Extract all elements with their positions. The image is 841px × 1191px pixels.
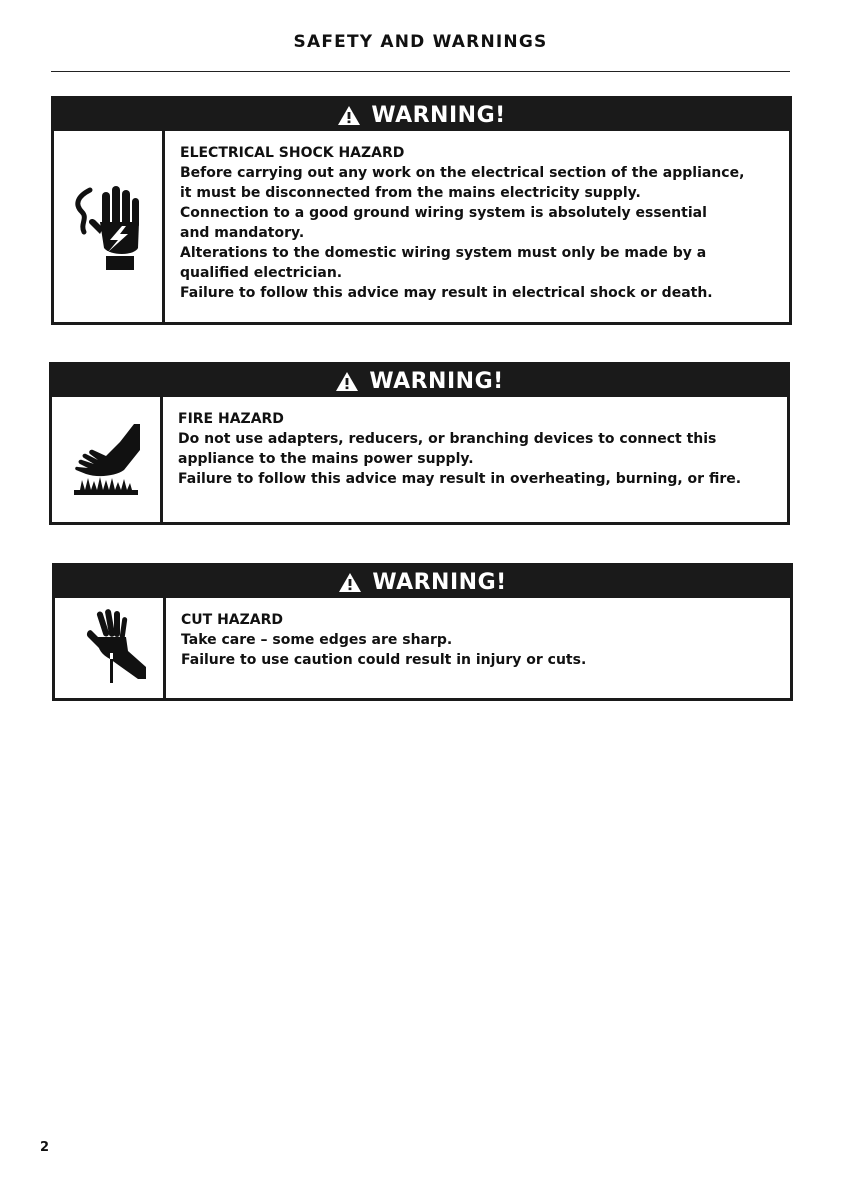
warning-body [52,397,787,522]
electric-shock-hand-icon [70,182,146,272]
warning-body [55,598,790,698]
warning-triangle-icon [337,105,361,126]
fire-hand-icon [68,420,144,500]
warning-line: Failure to follow this advice may result in electrical shock or death. [180,285,713,301]
hazard-title: ELECTRICAL SHOCK HAZARD [180,145,405,161]
warning-line: Take care – some edges are sharp. [181,632,453,648]
electrical-warning-box [51,96,792,325]
warning-line: Failure to use caution could result in injury or cuts. [181,652,587,668]
icon-cell [54,131,165,322]
cut-warning-box [52,563,793,701]
cut-hand-icon [70,609,148,687]
icon-cell [52,397,163,522]
warning-line: appliance to the mains power supply. [178,451,474,467]
warning-triangle-icon [335,371,359,392]
title-divider [51,71,790,72]
warning-line: qualified electrician. [180,265,343,281]
warning-triangle-icon [338,572,362,593]
warning-body [54,131,789,322]
warning-line: it must be disconnected from the mains electricity supply. [180,185,641,201]
warning-header [52,365,787,397]
hazard-title: CUT HAZARD [181,612,284,628]
warning-header [55,566,790,598]
fire-warning-box [49,362,790,525]
page-number: 2 [40,1140,50,1155]
warning-line: and mandatory. [180,225,305,241]
warning-line: Connection to a good ground wiring system is absolutely essential [180,205,707,221]
icon-cell [55,598,166,698]
warning-header-label: WARNING! [371,102,506,128]
warning-line: Before carrying out any work on the electrical section of the appliance, [180,165,745,181]
warning-header-label: WARNING! [369,368,504,394]
warning-line: Alterations to the domestic wiring system must only be made by a [180,245,707,261]
warning-header-label: WARNING! [372,569,507,595]
hazard-title: FIRE HAZARD [178,411,284,427]
warning-text [163,397,751,522]
warning-text [165,131,754,322]
warning-text [166,598,596,698]
warning-line: Failure to follow this advice may result in overheating, burning, or fire. [178,471,742,487]
warning-line: Do not use adapters, reducers, or branching devices to connect this [178,431,717,447]
warning-header [54,99,789,131]
page-title: SAFETY AND WARNINGS [293,32,548,52]
